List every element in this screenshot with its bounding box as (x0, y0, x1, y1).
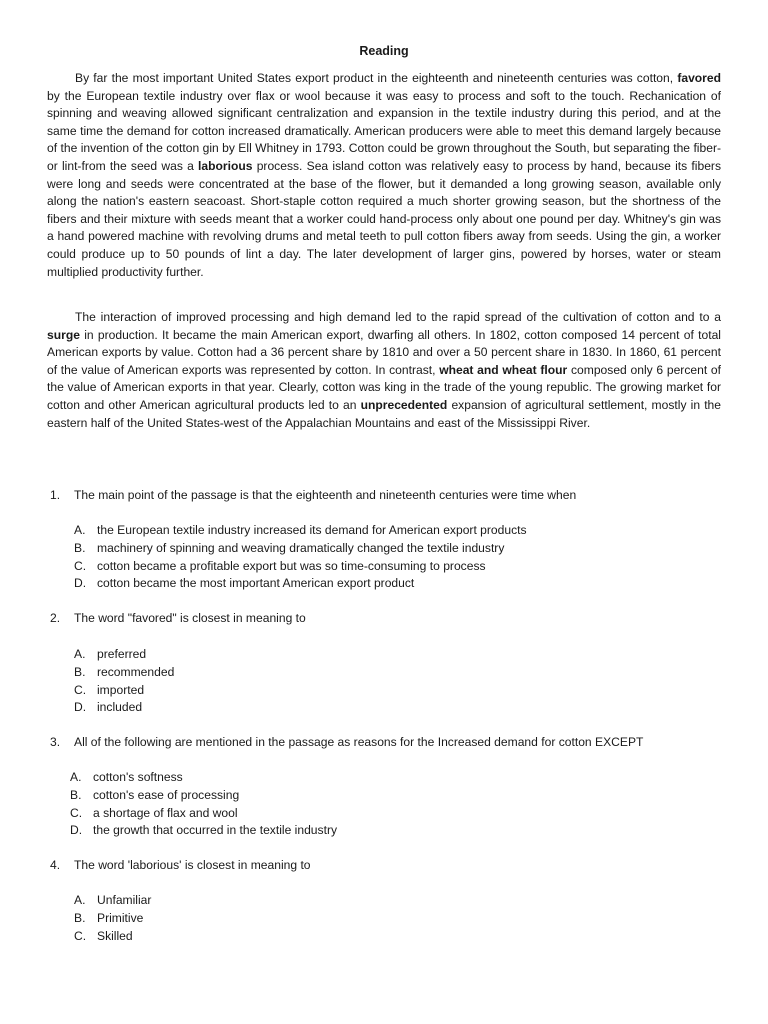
answer-option-d[interactable] (74, 575, 527, 593)
question-text: All of the following are mentioned in the passage as reasons for the Increased demand for cotton EXCEPT (74, 735, 644, 749)
option-letter: B. (74, 664, 86, 679)
answer-option-c[interactable] (74, 928, 151, 946)
page-title: Reading (359, 44, 409, 58)
text-segment: By far the most important United States export product in the eighteenth and nineteenth centuries was cotton, (75, 71, 678, 85)
question-number: 4. (50, 858, 61, 872)
option-letter: A. (74, 647, 86, 661)
question-number: 1. (50, 488, 61, 502)
option-text: cotton became a profitable export but was so time-consuming to process (97, 558, 486, 573)
option-letter: C. (74, 928, 87, 943)
question-3 (50, 734, 643, 752)
vocab-word-unprecedented: unprecedented (360, 397, 448, 412)
option-text: included (97, 700, 143, 715)
option-text: Unfamiliar (97, 893, 152, 907)
option-text: the European textile industry increased its demand for American export products (97, 523, 527, 537)
option-letter: B. (74, 540, 86, 555)
option-text: cotton's softness (93, 770, 183, 784)
option-text: cotton's ease of processing (93, 787, 240, 802)
answer-option-a[interactable] (74, 522, 527, 540)
question-text: The word 'laborious' is closest in meaning to (74, 858, 311, 872)
question-2 (50, 610, 306, 628)
option-letter: D. (70, 823, 83, 838)
text-segment: in production. It became the main American export, dwarfing all others. In 1802, cotton composed 14 percent of total American exports by value. Cotton had a 36 percent share by 1810 and over a 50 percent share in 1830. In 1860, 61 percent of the value of American exports was represented by cotton. In contrast, (47, 327, 721, 377)
question-4 (50, 857, 311, 875)
question-1-options (74, 522, 527, 593)
vocab-word-surge: surge (47, 327, 80, 342)
option-text: the growth that occurred in the textile industry (93, 823, 338, 838)
option-letter: A. (70, 770, 82, 784)
option-text: cotton became the most important American export product (97, 576, 415, 591)
answer-option-a[interactable] (74, 646, 174, 664)
text-segment: The interaction of improved processing and high demand led to the rapid spread of the cultivation of cotton and to a (75, 310, 721, 324)
question-number: 3. (50, 735, 61, 749)
answer-option-b[interactable] (74, 664, 174, 682)
answer-option-b[interactable] (74, 910, 151, 928)
answer-option-c[interactable] (70, 805, 337, 823)
option-letter: C. (74, 682, 87, 697)
question-4-options (74, 892, 151, 945)
answer-option-d[interactable] (74, 699, 174, 717)
passage-paragraph-2 (47, 309, 721, 432)
vocab-word-wheat-flour: wheat and wheat flour (439, 362, 568, 377)
option-letter: C. (74, 558, 87, 573)
answer-option-a[interactable] (70, 769, 337, 787)
vocab-word-laborious: laborious (198, 158, 253, 173)
option-letter: A. (74, 523, 86, 537)
answer-option-d[interactable] (70, 822, 337, 840)
option-letter: C. (70, 805, 83, 820)
option-letter: B. (74, 910, 86, 925)
answer-option-b[interactable] (70, 787, 337, 805)
option-text: a shortage of flax and wool (93, 805, 238, 820)
option-letter: A. (74, 893, 86, 907)
vocab-word-favored: favored (677, 71, 721, 85)
question-text: The main point of the passage is that the eighteenth and nineteenth centuries were time when (74, 488, 577, 502)
text-segment: composed only 6 percent of the value of American exports in that year. Clearly, cotton was king in the trade of the young republic. The growing market for cotton and other American agricultural products led to an (47, 362, 721, 412)
question-text: The word "favored" is closest in meaning to (74, 611, 306, 625)
text-segment: process. Sea island cotton was relatively easy to process by hand, because its fibers were long and seeds were concentrated at the base of the flower, but it demanded a long growing season, available only along the nation's eastern seacoast. Short-staple cotton required a much shorter growing season, but the shortness of the fibers and their mixture with seeds meant that a worker could hand-process only about one pound per day. Whitney's gin was a hand powered machine with revolving drums and metal teeth to pull cotton fibers away from seeds. Using the gin, a worker could produce up to 50 pounds of lint a day. The later development of larger gins, powered by horses, water or steam multiplied productivity further. (47, 158, 721, 279)
option-letter: D. (74, 576, 87, 591)
question-1 (50, 487, 576, 505)
option-letter: D. (74, 700, 87, 715)
question-number: 2. (50, 611, 61, 625)
answer-option-c[interactable] (74, 558, 527, 576)
answer-option-a[interactable] (74, 892, 151, 910)
text-segment: by the European textile industry over flax or wool because it was easy to process and soft to the touch. Rechanication of spinning and weaving allowed significant centralization and expansion in the textile industry during this period, and at the same time the demand for cotton increased dramatically. American producers were able to meet this demand largely because of the invention of the cotton gin by Ell Whitney in 1793. Cotton could be grown throughout the South, but separating the fiber-or lint-from the seed was a (47, 88, 721, 173)
option-text: imported (97, 682, 145, 697)
question-2-options (74, 646, 174, 717)
answer-option-b[interactable] (74, 540, 527, 558)
option-text: recommended (97, 664, 175, 679)
option-text: Skilled (97, 928, 133, 943)
question-3-options (70, 769, 337, 840)
text-segment: expansion of agricultural settlement, mostly in the eastern half of the United States-west of the Appalachian Mountains and east of the Mississippi River. (47, 397, 722, 430)
option-text: Primitive (97, 910, 144, 925)
passage-paragraph-1 (47, 70, 721, 281)
option-letter: B. (70, 787, 82, 802)
option-text: machinery of spinning and weaving dramatically changed the textile industry (97, 540, 505, 555)
option-text: preferred (97, 647, 147, 661)
answer-option-c[interactable] (74, 682, 174, 700)
